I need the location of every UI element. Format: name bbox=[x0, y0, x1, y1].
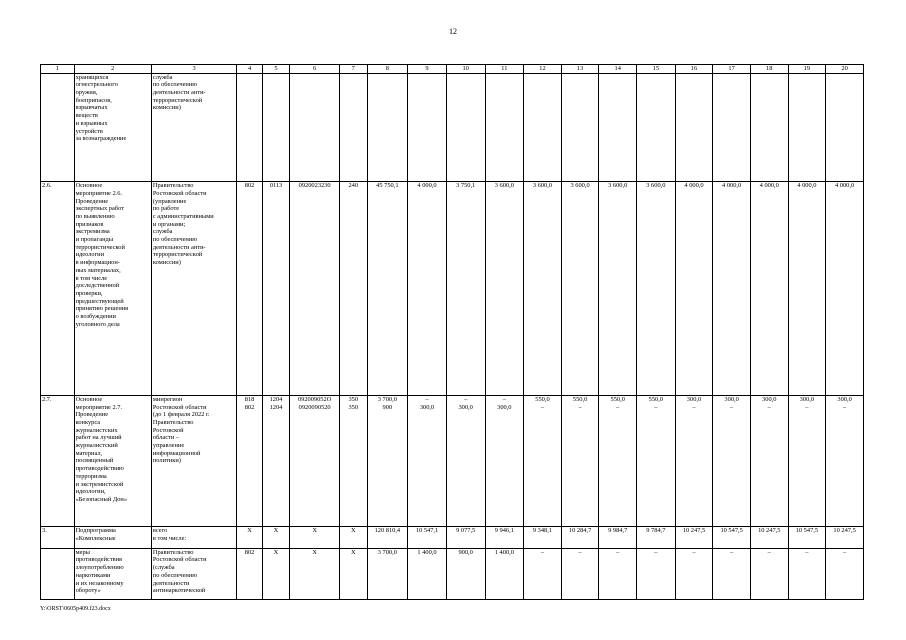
value-cell bbox=[524, 73, 562, 181]
value-cell: – bbox=[675, 548, 713, 599]
value-cell: – bbox=[826, 548, 864, 599]
csr-code-cell: 0920023230 bbox=[290, 182, 340, 396]
executor-cell: Правительство Ростовской области (служба по обеспечению деятельности антинаркотической bbox=[151, 548, 236, 599]
value-cell: 3 600,0 bbox=[524, 182, 562, 396]
value-cell: – bbox=[713, 548, 751, 599]
page-number: 12 bbox=[449, 27, 457, 36]
table-row bbox=[41, 182, 864, 396]
header-cell: 4 bbox=[237, 65, 262, 74]
table-row bbox=[41, 527, 864, 549]
program-name-cell: хранящихся огнестрельного оружия, боеприпасов, взрывчатых веществ и взрывных устройств за вознаграждение bbox=[74, 73, 151, 181]
value-cell: 9 946,1 bbox=[485, 527, 524, 549]
value-cell: 550,0 – bbox=[561, 395, 599, 526]
header-cell: 2 bbox=[74, 65, 151, 74]
value-cell: 120 810,4 bbox=[367, 527, 408, 549]
value-cell: 3 600,0 bbox=[561, 182, 599, 396]
program-name-cell: Подпрограмма «Комплексные bbox=[74, 527, 151, 549]
value-cell: 10 547,1 bbox=[408, 527, 447, 549]
table-row bbox=[41, 73, 864, 181]
rzpr-code-cell: 1204 1204 bbox=[262, 395, 289, 526]
executor-cell: минрегион Ростовской области (до 1 февраля 2022 г. Правительство Ростовской области – управление информационной политики) bbox=[151, 395, 236, 526]
executor-cell: Правительство Ростовской области (управление по работе с административными и органами; служба по обеспечению деятельности анти- террористической комиссии) bbox=[151, 182, 236, 396]
csr-code-cell: 092009052О 0920090520 bbox=[290, 395, 340, 526]
vr-code-cell: 350 350 bbox=[340, 395, 367, 526]
header-cell: 14 bbox=[599, 65, 637, 74]
header-cell: 5 bbox=[262, 65, 289, 74]
value-cell bbox=[637, 73, 676, 181]
value-cell: 9 348,1 bbox=[524, 527, 562, 549]
value-cell: – bbox=[788, 548, 826, 599]
row-number-cell: 2.6. bbox=[41, 182, 75, 396]
value-cell bbox=[408, 73, 447, 181]
value-cell: 4 000,0 bbox=[788, 182, 826, 396]
value-cell bbox=[713, 73, 751, 181]
value-cell: 10 547,5 bbox=[788, 527, 826, 549]
vr-code-cell: 240 bbox=[340, 182, 367, 396]
value-cell: 1 400,0 bbox=[485, 548, 524, 599]
csr-code-cell: Х bbox=[290, 548, 340, 599]
row-number-cell bbox=[41, 73, 75, 181]
value-cell: – 300,0 bbox=[446, 395, 485, 526]
value-cell: 9 077,5 bbox=[446, 527, 485, 549]
value-cell bbox=[750, 73, 788, 181]
value-cell: 10 247,5 bbox=[750, 527, 788, 549]
value-cell: 4 000,0 bbox=[750, 182, 788, 396]
value-cell: 3 750,1 bbox=[446, 182, 485, 396]
value-cell: – bbox=[599, 548, 637, 599]
rzpr-code-cell: Х bbox=[262, 548, 289, 599]
header-cell: 13 bbox=[561, 65, 599, 74]
value-cell bbox=[788, 73, 826, 181]
header-cell: 11 bbox=[485, 65, 524, 74]
value-cell: 300,0 – bbox=[713, 395, 751, 526]
value-cell: 10 547,5 bbox=[713, 527, 751, 549]
header-cell: 8 bbox=[367, 65, 408, 74]
value-cell bbox=[561, 73, 599, 181]
value-cell: 10 247,5 bbox=[675, 527, 713, 549]
value-cell: 3 700,0 bbox=[367, 548, 408, 599]
value-cell: 300,0 – bbox=[826, 395, 864, 526]
row-number-cell: 3. bbox=[41, 527, 75, 549]
program-name-cell: Основное мероприятие 2.6. Проведение экспертных работ по выявлению признаков экстремизма и пропаганды террористической идеологии в информацион- ных материалах, в том числе доследственной проверки, предшествующей принятию решения о возбуждении уголовного дела bbox=[74, 182, 151, 396]
header-cell: 3 bbox=[151, 65, 236, 74]
table-row bbox=[41, 548, 864, 599]
vr-code-cell: Х bbox=[340, 548, 367, 599]
value-cell: – 300,0 bbox=[408, 395, 447, 526]
header-cell: 16 bbox=[675, 65, 713, 74]
header-cell: 20 bbox=[826, 65, 864, 74]
grbs-code-cell: 802 bbox=[237, 182, 262, 396]
header-cell: 7 bbox=[340, 65, 367, 74]
value-cell bbox=[675, 73, 713, 181]
grbs-code-cell: Х bbox=[237, 527, 262, 549]
value-cell: 550,0 – bbox=[637, 395, 676, 526]
header-cell: 18 bbox=[750, 65, 788, 74]
value-cell: 3 600,0 bbox=[485, 182, 524, 396]
table-row bbox=[41, 395, 864, 526]
value-cell: 4 000,0 bbox=[713, 182, 751, 396]
value-cell bbox=[485, 73, 524, 181]
value-cell: 900,0 bbox=[446, 548, 485, 599]
value-cell bbox=[446, 73, 485, 181]
value-cell: 300,0 – bbox=[675, 395, 713, 526]
value-cell: 3 600,0 bbox=[637, 182, 676, 396]
budget-table bbox=[40, 64, 864, 600]
vr-code-cell bbox=[340, 73, 367, 181]
header-cell: 9 bbox=[408, 65, 447, 74]
header-cell: 15 bbox=[637, 65, 676, 74]
value-cell: 1 400,0 bbox=[408, 548, 447, 599]
value-cell: 9 784,7 bbox=[637, 527, 676, 549]
header-cell: 10 bbox=[446, 65, 485, 74]
value-cell: 4 000,0 bbox=[675, 182, 713, 396]
value-cell: 550,0 – bbox=[524, 395, 562, 526]
footer-file-path: Y:\ORST\0605p409.f23.docx bbox=[40, 606, 111, 612]
rzpr-code-cell: 0113 bbox=[262, 182, 289, 396]
value-cell: 3 600,0 bbox=[599, 182, 637, 396]
value-cell: 4 000,0 bbox=[826, 182, 864, 396]
header-cell: 12 bbox=[524, 65, 562, 74]
value-cell: 3 700,0 900 bbox=[367, 395, 408, 526]
value-cell: 10 284,7 bbox=[561, 527, 599, 549]
value-cell: – bbox=[750, 548, 788, 599]
value-cell bbox=[367, 73, 408, 181]
value-cell: 9 984,7 bbox=[599, 527, 637, 549]
grbs-code-cell: 802 bbox=[237, 548, 262, 599]
value-cell: 10 247,5 bbox=[826, 527, 864, 549]
grbs-code-cell bbox=[237, 73, 262, 181]
value-cell bbox=[599, 73, 637, 181]
rzpr-code-cell bbox=[262, 73, 289, 181]
header-cell: 1 bbox=[41, 65, 75, 74]
row-number-cell: 2.7. bbox=[41, 395, 75, 526]
value-cell: – 300,0 bbox=[485, 395, 524, 526]
header-cell: 6 bbox=[290, 65, 340, 74]
executor-cell: всего в том числе: bbox=[151, 527, 236, 549]
value-cell: 45 750,1 bbox=[367, 182, 408, 396]
header-row bbox=[41, 65, 864, 74]
csr-code-cell: Х bbox=[290, 527, 340, 549]
csr-code-cell bbox=[290, 73, 340, 181]
value-cell: 300,0 – bbox=[750, 395, 788, 526]
vr-code-cell: Х bbox=[340, 527, 367, 549]
value-cell: – bbox=[637, 548, 676, 599]
program-name-cell: меры противодействия злоупотреблению наркотиками и их незаконному обороту» bbox=[74, 548, 151, 599]
header-cell: 19 bbox=[788, 65, 826, 74]
grbs-code-cell: 818 802 bbox=[237, 395, 262, 526]
header-cell: 17 bbox=[713, 65, 751, 74]
value-cell: – bbox=[524, 548, 562, 599]
value-cell: 300,0 – bbox=[788, 395, 826, 526]
value-cell: 4 000,0 bbox=[408, 182, 447, 396]
executor-cell: служба по обеспечению деятельности анти- террористической комиссии) bbox=[151, 73, 236, 181]
value-cell: 550,0 – bbox=[599, 395, 637, 526]
program-name-cell: Основное мероприятие 2.7. Проведение конкурса журналистских работ на лучший журналистский материал, посвященный противодействию терроризма и экстремистской идеологии, «Безопасный Дон» bbox=[74, 395, 151, 526]
row-number-cell bbox=[41, 548, 75, 599]
rzpr-code-cell: Х bbox=[262, 527, 289, 549]
value-cell bbox=[826, 73, 864, 181]
value-cell: – bbox=[561, 548, 599, 599]
